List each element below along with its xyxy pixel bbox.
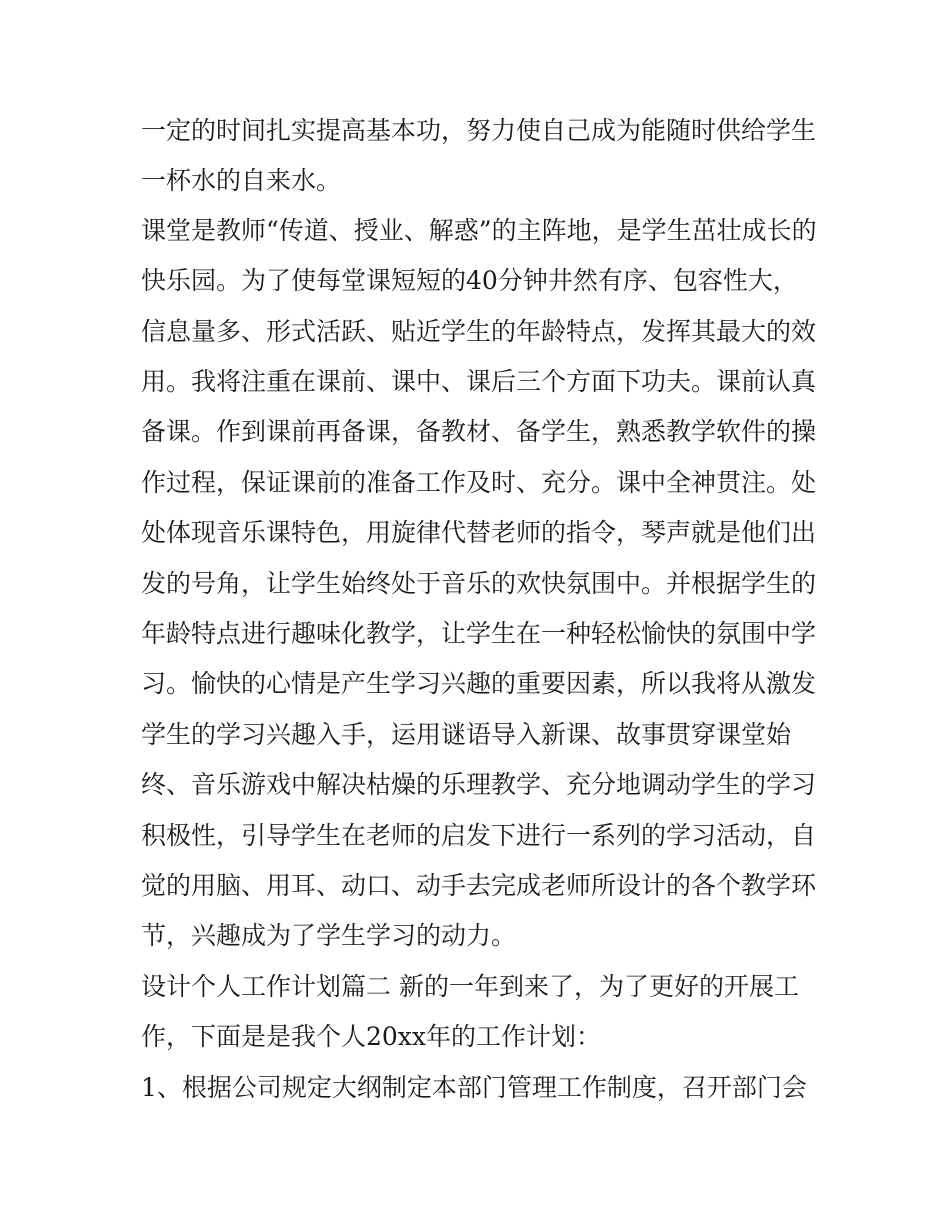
text-line: 作，下面是是我个人20xx年的工作计划： — [141, 1022, 602, 1051]
text-line: 学生的学习兴趣入手，运用谜语导入新课、故事贯穿课堂始 — [141, 720, 792, 749]
section-heading-line: 设计个人工作计划篇二 新的一年到来了，为了更好的开展工 — [141, 972, 799, 1001]
text-line: 发的号角，让学生始终处于音乐的欢快氛围中。并根据学生的 — [141, 569, 817, 598]
text-line: 备课。作到课前再备课，备教材、备学生，熟悉教学软件的操 — [141, 417, 817, 446]
text-line: 处体现音乐课特色，用旋律代替老师的指令，琴声就是他们出 — [141, 518, 817, 547]
text-line: 节，兴趣成为了学生学习的动力。 — [141, 921, 517, 950]
text-line: 一杯水的自来水。 — [141, 166, 342, 195]
text-line: 终、音乐游戏中解决枯燥的乐理教学、充分地调动学生的学习 — [141, 770, 817, 799]
text-line: 快乐园。为了使每堂课短短的40分钟井然有序、包容性大， — [141, 266, 798, 295]
text-line: 觉的用脑、用耳、动口、动手去完成老师所设计的各个教学环 — [141, 871, 817, 900]
text-line: 习。愉快的心情是产生学习兴趣的重要因素，所以我将从激发 — [141, 669, 817, 698]
text-line: 一定的时间扎实提高基本功，努力使自己成为能随时供给学生 — [141, 116, 817, 145]
text-line: 年龄特点进行趣味化教学，让学生在一种轻松愉快的氛围中学 — [141, 619, 817, 648]
text-line: 作过程，保证课前的准备工作及时、充分。课中全神贯注。处 — [141, 468, 817, 497]
text-line: 积极性，引导学生在老师的启发下进行一系列的学习活动，自 — [141, 821, 817, 850]
list-item-line: 1、根据公司规定大纲制定本部门管理工作制度，召开部门会 — [141, 1073, 807, 1102]
text-line: 信息量多、形式活跃、贴近学生的年龄特点，发挥其最大的效 — [141, 317, 817, 346]
text-line: 用。我将注重在课前、课中、课后三个方面下功夫。课前认真 — [141, 367, 817, 396]
text-line: 课堂是教师“传道、授业、解惑”的主阵地，是学生茁壮成长的 — [141, 216, 817, 245]
